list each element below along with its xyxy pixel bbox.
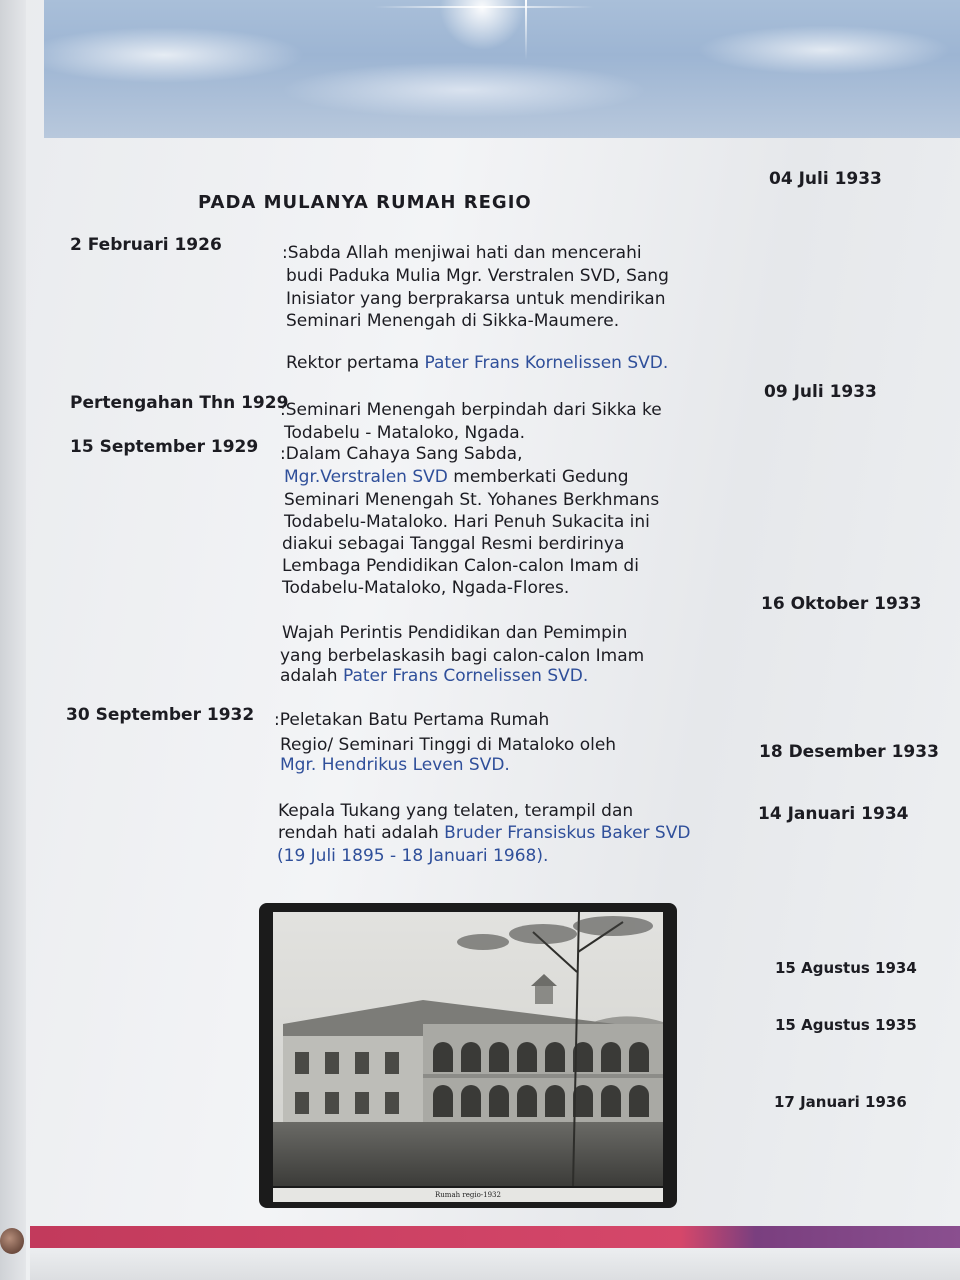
note-text: adalah — [280, 666, 343, 686]
poster-edge — [0, 0, 26, 1280]
note-text: rendah hati adalah — [278, 823, 445, 843]
building-illustration — [273, 912, 663, 1186]
right-date: 15 Agustus 1935 — [775, 1016, 917, 1034]
right-date: 15 Agustus 1934 — [775, 959, 917, 977]
entry-date: Pertengahan Thn 1929 — [70, 393, 289, 413]
person-name: Mgr.Verstralen SVD — [284, 467, 448, 487]
right-date: 18 Desember 1933 — [759, 742, 939, 762]
entry-line: budi Paduka Mulia Mgr. Verstralen SVD, Sang — [286, 266, 669, 286]
person-name: Pater Frans Cornelissen SVD. — [342, 666, 589, 686]
entry-note — [280, 665, 588, 687]
sky-banner — [44, 0, 960, 138]
entry-note: yang berbelaskasih bagi calon-calon Imam — [280, 646, 645, 666]
right-date: 09 Juli 1933 — [764, 382, 877, 402]
right-date: 14 Januari 1934 — [758, 804, 909, 824]
bottom-strip — [30, 1248, 960, 1280]
entry-line: Todabelu-Mataloko. Hari Penuh Sukacita ini — [284, 512, 650, 532]
right-date: 04 Juli 1933 — [769, 169, 882, 189]
entry-note: Wajah Perintis Pendidikan dan Pemimpin — [282, 623, 628, 643]
light-ray — [374, 6, 594, 8]
entry-date: 30 September 1932 — [66, 705, 255, 725]
right-date: 16 Oktober 1933 — [761, 594, 922, 614]
entry-line: Inisiator yang berprakarsa untuk mendirikan — [286, 289, 666, 309]
right-date: 17 Januari 1936 — [774, 1093, 907, 1111]
life-dates: (19 Juli 1895 - 18 Januari 1968). — [277, 846, 549, 866]
entry-line: Todabelu-Mataloko, Ngada-Flores. — [282, 578, 570, 598]
entry-date: 2 Februari 1926 — [70, 235, 222, 255]
entry-line: :Sabda Allah menjiwai hati dan mencerahi — [282, 243, 642, 263]
entry-line: Todabelu - Mataloko, Ngada. — [284, 423, 526, 443]
photo-caption: Rumah regio-1932 — [273, 1188, 663, 1202]
historic-building-photo — [273, 912, 663, 1186]
bottom-color-bar — [30, 1226, 960, 1248]
person-name: Bruder Fransiskus Baker SVD — [444, 823, 691, 843]
entry-line: Seminari Menengah di Sikka-Maumere. — [286, 311, 620, 331]
entry-date: 15 September 1929 — [70, 437, 259, 457]
entry-note — [286, 352, 668, 374]
entry-line: :Peletakan Batu Pertama Rumah — [274, 710, 550, 730]
entry-line: Seminari Menengah St. Yohanes Berkhmans — [284, 490, 660, 510]
entry-note: Kepala Tukang yang telaten, terampil dan — [278, 801, 634, 821]
entry-note — [278, 822, 690, 844]
person-name: Pater Frans Kornelissen SVD. — [424, 353, 669, 373]
page-title: PADA MULANYA RUMAH REGIO — [198, 192, 532, 213]
line-text: memberkati Gedung — [447, 467, 629, 487]
entry-line: :Dalam Cahaya Sang Sabda, — [280, 444, 523, 464]
entry-line — [284, 466, 629, 488]
note-text: Rektor pertama — [286, 353, 425, 373]
entry-line: diakui sebagai Tanggal Resmi berdirinya — [282, 534, 625, 554]
entry-line: Regio/ Seminari Tinggi di Mataloko oleh — [280, 735, 617, 755]
entry-line: Lembaga Pendidikan Calon-calon Imam di — [282, 556, 639, 576]
person-name: Mgr. Hendrikus Leven SVD. — [280, 755, 510, 775]
rivet-icon — [0, 1228, 24, 1254]
entry-line: :Seminari Menengah berpindah dari Sikka ke — [280, 400, 662, 420]
light-ray — [525, 0, 527, 60]
